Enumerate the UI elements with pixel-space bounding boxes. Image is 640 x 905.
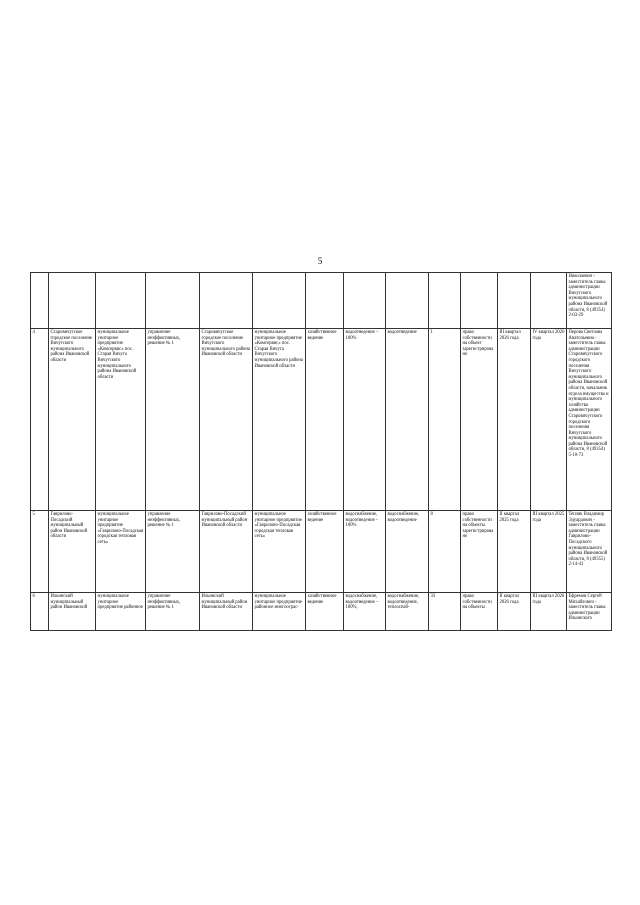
table-cell: муниципальное унитарное предприятие «Комсервис» пос. Старая Вичуга Вичугского муниципального района Ивановской области	[253, 329, 306, 511]
table-cell: Николаевич - заместитель главы администрации Вичугского муниципального района Ивановской области, 8 (49354) 2-03-29	[567, 273, 612, 329]
table-cell	[531, 273, 567, 329]
table-row	[31, 511, 612, 593]
table-cell: Гаврилово-Посадский муниципальный район Ивановской области	[200, 511, 253, 593]
table-cell: водоснабжение, водоотведение, теплоснаб-	[386, 593, 429, 631]
table-cell: Ильинский муниципальный район Ивановской	[49, 593, 96, 631]
table-cell: управление неэффективных, решение № 1	[146, 593, 200, 631]
table-cell: управление неэффективных, решение № 1	[146, 329, 200, 511]
table-cell: Старовичугское городское поселение Вичугского муниципального района Ивановской области	[200, 329, 253, 511]
table-cell	[306, 273, 344, 329]
table-cell: Гаврилово-Посадский муниципальный район Ивановской области	[49, 511, 96, 593]
table-cell: управление неэффективных, решение № 1	[146, 511, 200, 593]
table-cell	[146, 273, 200, 329]
table-cell: Старовичугское городское поселение Вичугского муниципального района Ивановской области	[49, 329, 96, 511]
row-number-cell: 4	[31, 329, 49, 511]
table-cell: III квартал 2025 года	[531, 511, 567, 593]
table-row	[31, 273, 612, 329]
table-cell: водоотведение – 100%	[344, 329, 386, 511]
table-cell: водоснабжение, водоотведение	[386, 511, 429, 593]
table-cell: хозяйственное ведение	[306, 511, 344, 593]
table-cell: муниципальное унитарное предприятие «Комсервис» пос. Старая Вичуга Вичугского муниципального района Ивановской области	[96, 329, 146, 511]
table-cell: 8	[429, 511, 461, 593]
row-number-cell: 5	[31, 511, 49, 593]
table-cell: II квартал 2025 года	[498, 511, 531, 593]
table-cell: водоснабжение, водоотведение – 100%,	[344, 593, 386, 631]
table-cell: 33	[429, 593, 461, 631]
table-cell	[498, 273, 531, 329]
row-number-cell: 6	[31, 593, 49, 631]
table-cell: Перова Светлана Анатольевна - заместитель главы администрации Старовичугского городского поселения Вичугского муниципального района Ивановской области, начальник отдела имущества и муниципального хозяйства администрации Старовичугского городского поселения Вичугского муниципального района Ивановской области, 8 (49354) 5-10-73	[567, 329, 612, 511]
row-number-cell	[31, 273, 49, 329]
table-cell: хозяйственное ведение	[306, 593, 344, 631]
table-cell: III квартал 2026 года	[531, 593, 567, 631]
table-cell: право собственности на объекты зарегистрировано	[461, 511, 498, 593]
table-cell	[49, 273, 96, 329]
table-cell: муниципальное унитарное предприятие «Гаврилово-Посадская городская тепловая сеть»	[253, 511, 306, 593]
table-cell: Ильинский муниципальный район Ивановской области	[200, 593, 253, 631]
table-cell: водоотведение	[386, 329, 429, 511]
table-cell: муниципальное унитарное предприятие районное	[96, 593, 146, 631]
table-cell	[429, 273, 461, 329]
table-cell	[344, 273, 386, 329]
table-cell: право собственности на объекты	[461, 593, 498, 631]
table-cell: хозяйственное ведение	[306, 329, 344, 511]
table-cell: III квартал 2026 года	[498, 329, 531, 511]
table-cell	[461, 273, 498, 329]
table-cell: II квартал 2026 года	[498, 593, 531, 631]
table-row	[31, 593, 612, 631]
table-cell: муниципальное унитарное предприятие районное многоотрас-	[253, 593, 306, 631]
table-cell: право собственности на объект зарегистрировано	[461, 329, 498, 511]
page-number: 5	[317, 256, 323, 266]
table-cell: Тепляк Владимир Эдуардович - заместитель главы администрации Гаврилово-Посадского муниципального района Ивановской области, 8 (49355) 2-14-41	[567, 511, 612, 593]
table-cell: IV квартал 2026 года	[531, 329, 567, 511]
table-cell	[253, 273, 306, 329]
table-cell: муниципальное унитарное предприятие «Гаврилово-Посадская городская тепловая сеть»	[96, 511, 146, 593]
table-cell: 1	[429, 329, 461, 511]
table-cell	[200, 273, 253, 329]
table-cell	[96, 273, 146, 329]
table-cell: Ефремов Сергей Михайлович - заместитель главы администрации Ильинского	[567, 593, 612, 631]
table-cell: водоснабжение, водоотведение – 100%	[344, 511, 386, 593]
table-row	[31, 329, 612, 511]
table-cell	[386, 273, 429, 329]
document-table	[30, 272, 612, 631]
